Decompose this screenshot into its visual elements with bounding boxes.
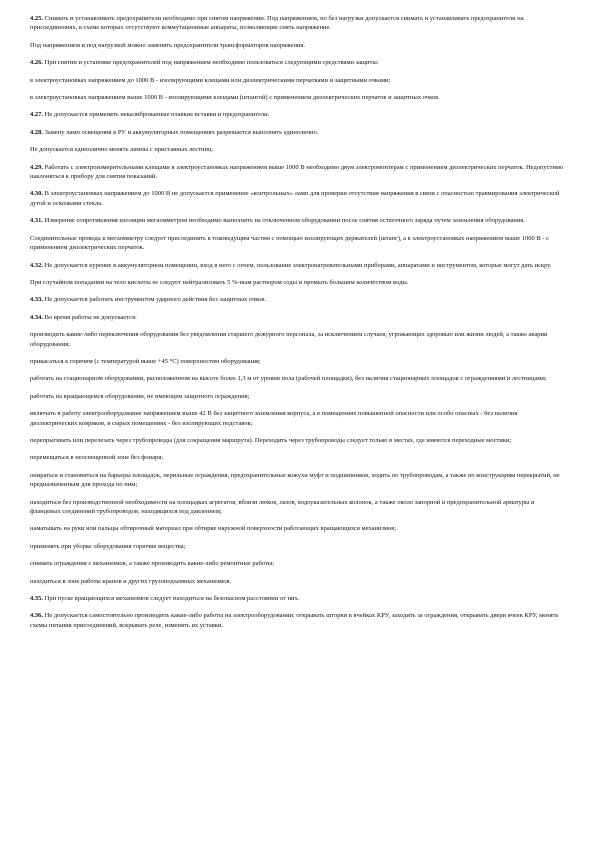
paragraph [30, 278, 564, 287]
clause-number: 4.33. [30, 296, 43, 304]
paragraph-text: Замену ламп освещения в РУ и аккумуляторных помещениях разрешается выполнять единолично. [44, 128, 319, 136]
paragraph-text: включать в работу электрооборудование напряжением выше 42 В без защитного заземления корпуса, а в помещениях повышенной опасности или особо опасных - без наличия диэлектрических ковриков, в сырых помещениях - без изолирующих подставок; [30, 410, 518, 427]
paragraph-text: наматывать на руки или пальцы обтирочный материал при обтирке наружной поверхности работающих вращающихся механизмов; [30, 525, 397, 533]
paragraph-text: Не допускается единолично менять лампы с приставных лестниц. [30, 146, 214, 154]
clause-number: 4.36. [30, 612, 43, 620]
list-item [30, 524, 564, 533]
paragraph [30, 41, 564, 50]
paragraph-text: находиться без производственной необходимости на площадках агрегатов, вблизи люков, лазов, водоуказательных колонок, а также около запорной и предохранительной арматуры и фланцевых соединений трубопроводов, находящихся под давлением; [30, 498, 535, 515]
paragraph-4-31 [30, 216, 564, 225]
paragraph-text: прикасаться к горячим (с температурой выше +45 °С) поверхностям оборудования; [30, 357, 261, 365]
list-item [30, 409, 564, 428]
list-item [30, 542, 564, 551]
paragraph-text: Измерение сопротивления изоляции мегаомметром необходимо выполнять на отключенном оборудовании после снятия остаточного заряда путем заземления оборудования. [44, 217, 525, 225]
clause-number: 4.25. [30, 15, 43, 22]
paragraph-4-25 [30, 14, 564, 33]
list-item [30, 577, 564, 586]
paragraph-4-29 [30, 163, 564, 182]
list-item [30, 374, 564, 383]
paragraph-text: производить какие-либо переключения оборудования без уведомления старшего дежурного персонала, за исключением случаев, угрожающих здоровью или жизни людей, а также аварии оборудования; [30, 331, 548, 348]
clause-number: 4.31. [30, 217, 43, 225]
clause-number: 4.34. [30, 313, 43, 321]
list-item [30, 436, 564, 445]
paragraph [30, 76, 564, 85]
paragraph-text: Не допускается курение в аккумуляторном помещении, вход в него с огнем, пользование электронагревательными приборами, аппаратами и инструментом, которые могут дать искру. [44, 261, 552, 269]
paragraph-text: снимать ограждения с механизмов, а также производить какие-либо ремонтные работы; [30, 560, 274, 568]
list-item [30, 392, 564, 401]
paragraph-text: При пуске вращающихся механизмов следует находиться на безопасном расстоянии от них. [44, 595, 300, 603]
clause-number: 4.27. [30, 111, 43, 119]
document-page [30, 14, 564, 638]
clause-number: 4.30. [30, 190, 43, 198]
paragraph-4-27 [30, 110, 564, 119]
paragraph-text: При случайном попадании на тело кислоты ее следует нейтрализовать 5 %-ным раствором соды и промыть большим количеством воды. [30, 278, 409, 286]
paragraph [30, 93, 564, 102]
paragraph-4-35 [30, 594, 564, 603]
paragraph-text: Соединительные провода к мегаомметру следует присоединять к токоведущим частям с помощью изолирующих держателей (штанг), а в электроустановках напряжением выше 1000 В - с применением диэлектрических перчаток. [30, 234, 550, 252]
list-item [30, 471, 564, 490]
paragraph [30, 145, 564, 154]
paragraph-text: перепрыгивать или перелезать через трубопроводы (для сокращения маршрута). Переходить через трубопроводы следует только в местах, где имеются переходные мостики; [30, 436, 512, 444]
paragraph-4-30 [30, 189, 564, 208]
list-item [30, 453, 564, 462]
paragraph-text: В электроустановках напряжением до 1000 В не допускается применение «контрольных» ламп для проверки отсутствия напряжения в связи с опасностью травмирования электрической дугой и осколками стекла. [30, 190, 560, 207]
paragraph-4-32 [30, 261, 564, 270]
clause-number: 4.29. [30, 163, 43, 171]
clause-number: 4.26. [30, 59, 43, 67]
paragraph-text: работать на стационарном оборудовании, расположенном на высоте более 1,3 м от уровня пола (рабочей площадки), без наличия стационарных площадок с ограждениями и лестницами; [30, 375, 547, 383]
paragraph-4-33 [30, 295, 564, 304]
paragraph-4-26 [30, 58, 564, 67]
paragraph-text: в электроустановках напряжением до 1000 В - изолирующими клещами или диэлектрическими перчатками и защитными очками; [30, 76, 391, 84]
clause-number: 4.35. [30, 595, 43, 603]
paragraph-text: Во время работы не допускается: [44, 313, 137, 321]
paragraph-text: Не допускается применять некалиброванные плавкие вставки и предохранители. [44, 111, 270, 119]
paragraph-4-34 [30, 313, 564, 322]
paragraph-4-36 [30, 611, 564, 630]
paragraph-text: Не допускается работать инструментом ударного действия без защитных очков. [44, 296, 267, 304]
paragraph-text: опираться и становиться на барьеры площадок, перильные ограждения, предохранительные кожухи муфт и подшипников, ходить по трубопроводам, а также по конструкциям перекрытий, не предназначенным для прохода по ним; [30, 471, 560, 489]
paragraph-text: Не допускается самостоятельно производить какие-либо работы на электрооборудовании: открывать шторки в ячейках КРУ, заходить за ограждения, открывать двери ячеек КРУ, менять схемы питания присоединений, вскрывать реле, изменять их уставки. [30, 612, 559, 629]
paragraph-text: работать на вращающемся оборудовании, не имеющем защитного ограждения; [30, 392, 250, 400]
paragraph-4-28 [30, 128, 564, 137]
paragraph-text: в электроустановках напряжением выше 1000 В - изолирующими клещами (штангой) с применением диэлектрических перчаток и защитных очков. [30, 94, 440, 102]
paragraph [30, 234, 564, 253]
paragraph-text: применять при уборке оборудования горючие вещества; [30, 542, 186, 550]
list-item [30, 357, 564, 366]
clause-number: 4.28. [30, 128, 43, 136]
paragraph-text: Работать с электроизмерительными клещами в электроустановках напряжением выше 1000 В необходимо двум электромонтерам с применением диэлектрических перчаток. Недопустимо наклоняться к прибору для снятия показаний. [30, 163, 564, 181]
list-item [30, 330, 564, 349]
paragraph-text: Под напряжением и под нагрузкой можно заменять предохранители трансформаторов напряжения. [30, 41, 306, 49]
list-item [30, 559, 564, 568]
list-item [30, 498, 564, 517]
paragraph-text: При снятии и установке предохранителей под напряжением необходимо пользоваться следующими средствами защиты: [44, 59, 379, 67]
paragraph-text: Снимать и устанавливать предохранители необходимо при снятом напряжении. Под напряжением, но без нагрузки допускается снимать и устанавливать предохранители на присоединениях, в схеме которых отсутствуют коммутационные аппараты, позволяющие снять напряжение. [30, 15, 524, 32]
clause-number: 4.32. [30, 261, 43, 269]
paragraph-text: находиться в зоне работы кранов и других грузоподъемных механизмов. [30, 577, 232, 585]
paragraph-text: перемещаться в неосвещенной зоне без фонаря; [30, 454, 164, 462]
